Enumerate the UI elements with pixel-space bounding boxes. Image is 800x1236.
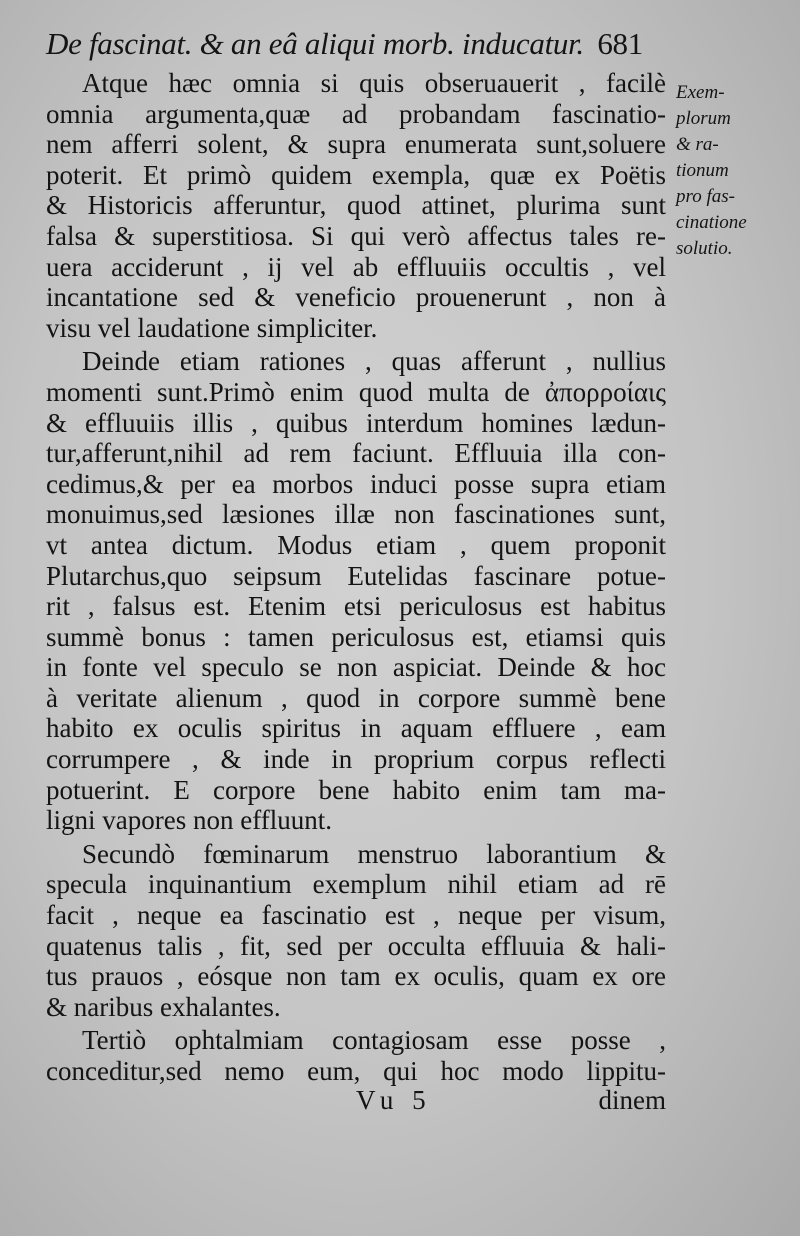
paragraph-1 bbox=[46, 68, 666, 343]
text-line: Tertiò ophtalmiam contagiosam esse posse , bbox=[82, 1025, 666, 1056]
text-line: vt antea dictum. Modus etiam , quem proponit bbox=[46, 529, 666, 560]
text-line: conceditur,sed nemo eum, qui hoc modo lippitu- bbox=[46, 1056, 666, 1086]
text-line: habito ex oculis spiritus in aquam effluere , eam bbox=[46, 713, 666, 744]
paragraph-3 bbox=[46, 839, 666, 1023]
margin-note-line: cinatione bbox=[676, 212, 747, 233]
margin-note-line: plorum bbox=[676, 108, 731, 129]
paragraph-2 bbox=[46, 346, 666, 836]
text-line: visu vel laudatione simpliciter. bbox=[46, 312, 378, 343]
text-line: cedimus,& per ea morbos induci posse supra etiam bbox=[46, 468, 666, 499]
text-line: in fonte vel speculo se non aspiciat. Deinde & hoc bbox=[46, 652, 666, 683]
signature-mark: Vu 5 bbox=[356, 1085, 432, 1115]
text-line: nem afferri solent, & supra enumerata sunt,soluere bbox=[46, 129, 666, 160]
text-line: rit , falsus est. Etenim etsi periculosus est habitus bbox=[46, 591, 666, 622]
text-line: potuerint. E corpore bene habito enim tam ma- bbox=[46, 774, 666, 805]
text-line: incantatione sed & veneficio prouenerunt , non à bbox=[46, 282, 666, 313]
main-text bbox=[46, 68, 666, 1087]
text-line: Secundò fœminarum menstruo laborantium & bbox=[82, 838, 666, 869]
text-line: uera acciderunt , ij vel ab effluuiis occultis , vel bbox=[46, 251, 666, 282]
paragraph-4 bbox=[46, 1025, 666, 1086]
margin-note-line: Exem- bbox=[676, 82, 725, 103]
text-line: corrumpere , & inde in proprium corpus reflecti bbox=[46, 744, 666, 775]
text-line: à veritate alienum , quod in corpore summè bene bbox=[46, 682, 666, 713]
text-line: ligni vapores non effluunt. bbox=[46, 805, 332, 836]
text-line: quatenus talis , fit, sed per occulta effluuia & hali- bbox=[46, 930, 666, 961]
running-title: De fascinat. & an eâ aliqui morb. inducatur. bbox=[46, 26, 584, 61]
running-header bbox=[46, 26, 666, 62]
margin-note-line: & ra- bbox=[676, 134, 719, 155]
page-number: 681 bbox=[597, 26, 643, 61]
margin-note-line: tionum bbox=[676, 160, 729, 181]
text-line: & effluuiis illis , quibus interdum homines lædun- bbox=[46, 407, 666, 438]
text-line: poterit. Et primò quidem exempla, quæ ex Poëtis bbox=[46, 159, 666, 190]
text-line: summè bonus : tamen periculosus est, etiamsi quis bbox=[46, 621, 666, 652]
page-footer bbox=[46, 1085, 666, 1115]
marginal-note bbox=[676, 80, 794, 262]
text-line: & naribus exhalantes. bbox=[46, 991, 281, 1022]
text-line: falsa & superstitiosa. Si qui verò affectus tales re- bbox=[46, 220, 666, 251]
text-line: momenti sunt.Primò enim quod multa de ἀπορροίαις bbox=[46, 376, 666, 407]
margin-note-line: solutio. bbox=[676, 238, 733, 259]
text-line: Atque hæc omnia si quis obseruauerit , facilè bbox=[82, 68, 666, 98]
text-line: Plutarchus,quo seipsum Eutelidas fascinare potue- bbox=[46, 560, 666, 591]
catchword: dinem bbox=[598, 1085, 666, 1115]
text-line: omnia argumenta,quæ ad probandam fascinatio- bbox=[46, 98, 666, 129]
text-line: monuimus,sed læsiones illæ non fascinationes sunt, bbox=[46, 499, 666, 530]
text-line: facit , neque ea fascinatio est , neque per visum, bbox=[46, 900, 666, 931]
text-line: Deinde etiam rationes , quas afferunt , nullius bbox=[82, 346, 666, 377]
text-line: tur,afferunt,nihil ad rem faciunt. Effluuia illa con- bbox=[46, 438, 666, 469]
text-line: tus prauos , eósque non tam ex oculis, quam ex ore bbox=[46, 961, 666, 992]
text-line: specula inquinantium exemplum nihil etiam ad rē bbox=[46, 869, 666, 900]
margin-note-line: pro fas- bbox=[676, 186, 735, 207]
text-line: & Historicis afferuntur, quod attinet, plurima sunt bbox=[46, 190, 666, 221]
